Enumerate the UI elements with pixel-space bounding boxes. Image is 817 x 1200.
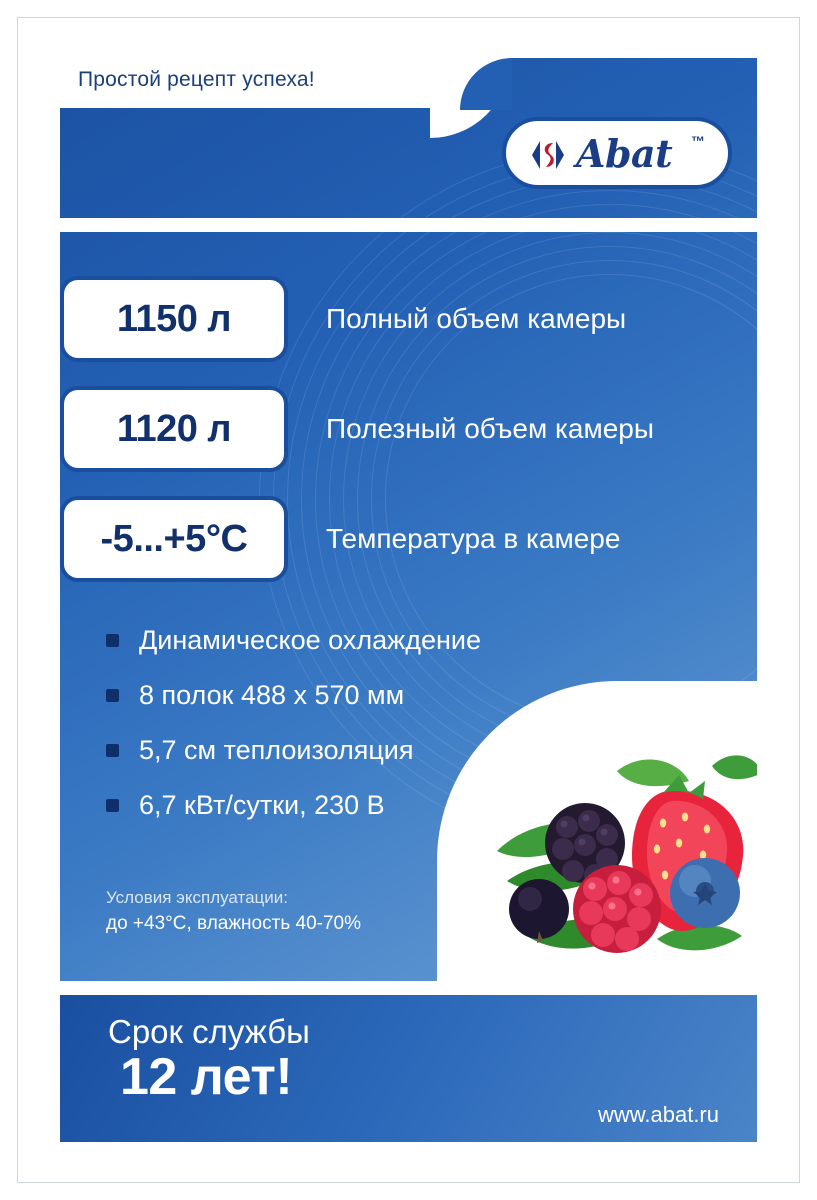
header-gap-band [60, 218, 757, 232]
footer-gap-band [60, 981, 757, 995]
footer-panel [60, 995, 757, 1142]
brand-logo [502, 117, 732, 189]
spec-badge-temperature [60, 496, 288, 582]
list-item [106, 613, 706, 668]
spec-label-total-volume: Полный объем камеры [326, 303, 627, 334]
spec-value-total-volume: 1150 л [116, 297, 232, 340]
spec-value-temperature: -5...+5°C [100, 517, 248, 560]
spec-badge-useful-volume [60, 386, 288, 472]
bullet-square-icon [106, 799, 119, 812]
spec-label-temperature: Температура в камере [326, 523, 621, 554]
frame-left-white [18, 18, 60, 1182]
bullet-square-icon [106, 744, 119, 757]
website-url[interactable]: www.abat.ru [597, 1102, 719, 1127]
feature-text: 8 полок 488 x 570 мм [139, 680, 405, 710]
frame-right-white [757, 18, 799, 1182]
spec-badge-total-volume [60, 276, 288, 362]
brand-tm: ™ [691, 133, 705, 149]
service-life-label: Срок службы [108, 1013, 310, 1050]
abat-s-mark-icon [526, 133, 570, 177]
service-life-value: 12 лет! [120, 1048, 293, 1106]
bullet-square-icon [106, 689, 119, 702]
brand-name: Abat [576, 131, 673, 176]
header-top-white [18, 18, 799, 58]
spec-label-useful-volume: Полезный объем камеры [326, 413, 654, 444]
poster-canvas [18, 18, 799, 1182]
spec-row-total-volume [60, 276, 757, 362]
berries-illustration [467, 731, 757, 981]
frame-bottom-white [18, 1142, 799, 1182]
conditions-caption: Условия эксплуатации: [106, 888, 289, 907]
berries-photo [437, 681, 757, 981]
feature-text: 6,7 кВт/сутки, 230 В [139, 790, 385, 820]
slogan-text: Простой рецепт успеха! [78, 68, 315, 91]
feature-text: Динамическое охлаждение [139, 625, 481, 655]
spec-row-temperature [60, 496, 757, 582]
feature-text: 5,7 см теплоизоляция [139, 735, 414, 765]
conditions-values: до +43°С, влажность 40-70% [106, 913, 361, 934]
spec-value-useful-volume: 1120 л [116, 407, 232, 450]
spec-row-useful-volume [60, 386, 757, 472]
bullet-square-icon [106, 634, 119, 647]
